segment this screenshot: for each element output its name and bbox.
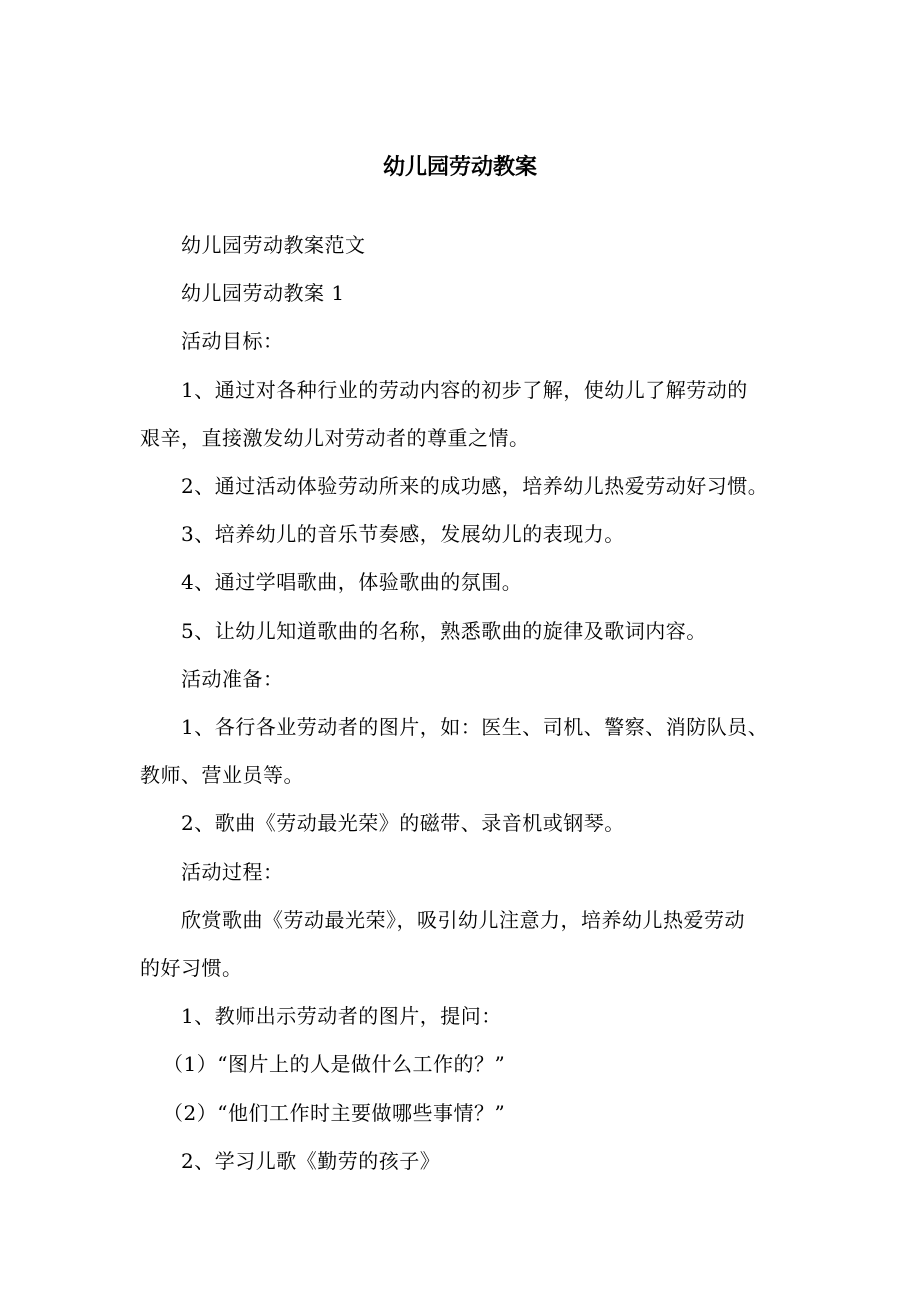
paragraph-line: 欣赏歌曲《劳动最光荣》，吸引幼儿注意力，培养幼儿热爱劳动 [181,907,745,932]
paragraph-line: 幼儿园劳动教案范文 [181,233,366,257]
paragraph-line: 幼儿园劳动教案 1 [181,281,345,306]
paragraph-line: 1、教师出示劳动者的图片，提问： [181,1004,502,1029]
paragraph-line: 教师、营业员等。 [140,763,304,788]
paragraph-line: 1、通过对各种行业的劳动内容的初步了解，使幼儿了解劳动的 [181,377,748,402]
paragraph-line: 的好习惯。 [140,956,243,980]
paragraph-line: 2、学习儿歌《勤劳的孩子》 [181,1148,441,1173]
document-title: 幼儿园劳动教案 [382,155,537,180]
paragraph-line: 4、通过学唱歌曲，体验歌曲的氛围。 [181,570,523,595]
paragraph-line: （2）“他们工作时主要做哪些事情？” [163,1100,506,1125]
section-heading: 活动准备： [181,666,284,691]
paragraph-line: 1、各行各业劳动者的图片，如：医生、司机、警察、消防队员、 [181,715,769,739]
paragraph-line: 3、培养幼儿的音乐节奏感，发展幼儿的表现力。 [181,522,625,547]
paragraph-line: 艰辛，直接激发幼儿对劳动者的尊重之情。 [140,425,530,450]
paragraph-line: 2、通过活动体验劳动所来的成功感，培养幼儿热爱劳动好习惯。 [181,474,769,498]
paragraph-line: 2、歌曲《劳动最光荣》的磁带、录音机或钢琴。 [181,811,625,836]
section-heading: 活动过程： [181,859,284,884]
paragraph-line: （1）“图片上的人是做什么工作的？” [163,1052,506,1077]
paragraph-line: 5、让幼儿知道歌曲的名称，熟悉歌曲的旋律及歌词内容。 [181,618,707,643]
section-heading: 活动目标： [181,329,284,354]
